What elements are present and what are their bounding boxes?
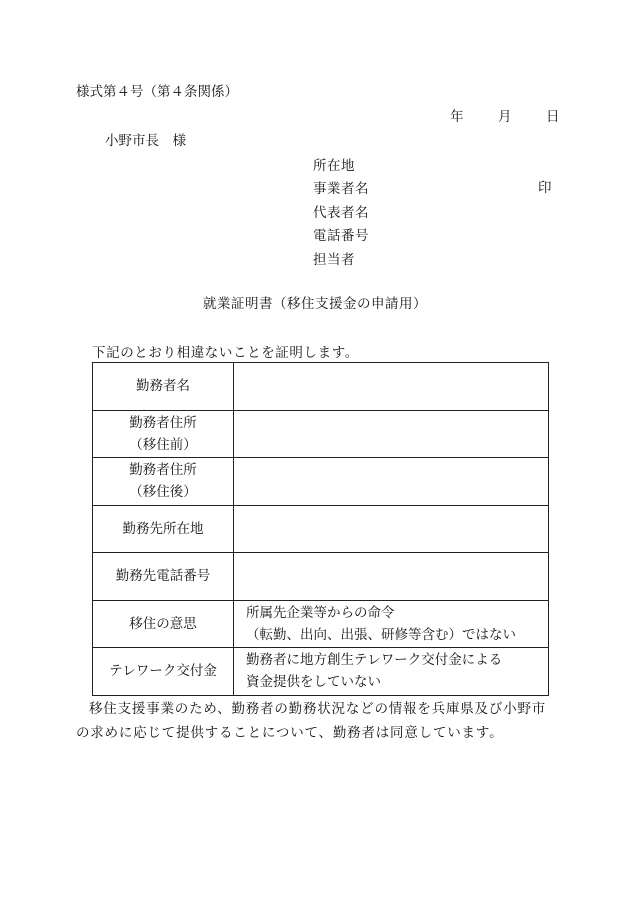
table-row bbox=[93, 458, 549, 506]
applicant-block bbox=[313, 152, 381, 270]
table-row bbox=[93, 410, 549, 458]
row-label bbox=[93, 505, 234, 553]
row-value-line: （転勤、出向、出張、研修等含む）ではない bbox=[246, 626, 516, 643]
date-fields bbox=[450, 105, 560, 125]
consent-text: 移住支援事業のため、勤務者の勤務状況などの情報を兵庫県及び小野市の求めに応じて提供することについて、勤務者は同意しています。 bbox=[76, 701, 547, 741]
row-value-field bbox=[234, 648, 549, 696]
row-value-field[interactable] bbox=[234, 410, 549, 458]
row-value-field bbox=[234, 600, 549, 648]
row-label-line: 勤務者名 bbox=[136, 378, 190, 395]
row-value-line: 資金提供をしていない bbox=[246, 674, 381, 691]
row-value-line: 勤務者に地方創生テレワーク交付金による bbox=[246, 652, 503, 669]
business-name-label: 事業者名 bbox=[313, 181, 369, 198]
row-value-line: 所属先企業等からの命令 bbox=[246, 604, 395, 621]
row-label bbox=[93, 600, 234, 648]
row-value-field[interactable] bbox=[234, 363, 549, 411]
row-label bbox=[93, 363, 234, 411]
row-label-line: （移住前） bbox=[129, 436, 197, 453]
row-label-line: 勤務先所在地 bbox=[122, 520, 204, 537]
row-label bbox=[93, 458, 234, 506]
row-value-field[interactable] bbox=[234, 458, 549, 506]
address-label: 所在地 bbox=[313, 157, 355, 174]
addressee: 小野市長 様 bbox=[105, 133, 186, 149]
row-label-line: （移住後） bbox=[129, 484, 197, 501]
row-value-field[interactable] bbox=[234, 505, 549, 553]
table-row bbox=[93, 648, 549, 696]
row-label-line: 移住の意思 bbox=[129, 615, 197, 632]
certificate-table bbox=[92, 362, 549, 696]
representative-label: 代表者名 bbox=[313, 204, 369, 221]
date-month-label: 月 bbox=[498, 109, 512, 125]
row-label-line: 勤務者住所 bbox=[129, 462, 197, 479]
phone-number-label: 電話番号 bbox=[313, 228, 369, 245]
row-label-line: 勤務先電話番号 bbox=[115, 568, 211, 585]
document-title: 就業証明書（移住支援金の申請用） bbox=[203, 296, 427, 312]
seal-mark: 印 bbox=[538, 180, 552, 196]
table-row bbox=[93, 553, 549, 601]
contact-person-label: 担当者 bbox=[313, 251, 355, 268]
date-day-label: 日 bbox=[546, 109, 560, 125]
row-label-line: テレワーク交付金 bbox=[109, 663, 217, 680]
row-label-line: 勤務者住所 bbox=[129, 414, 197, 431]
table-row bbox=[93, 363, 549, 411]
lead-text: 下記のとおり相違ないことを証明します。 bbox=[92, 345, 359, 361]
row-label bbox=[93, 648, 234, 696]
date-year-label: 年 bbox=[450, 109, 464, 125]
row-label bbox=[93, 410, 234, 458]
row-label bbox=[93, 553, 234, 601]
row-value-field[interactable] bbox=[234, 553, 549, 601]
table-row bbox=[93, 600, 549, 648]
form-number: 様式第４号（第４条関係） bbox=[76, 84, 238, 100]
table-row bbox=[93, 505, 549, 553]
